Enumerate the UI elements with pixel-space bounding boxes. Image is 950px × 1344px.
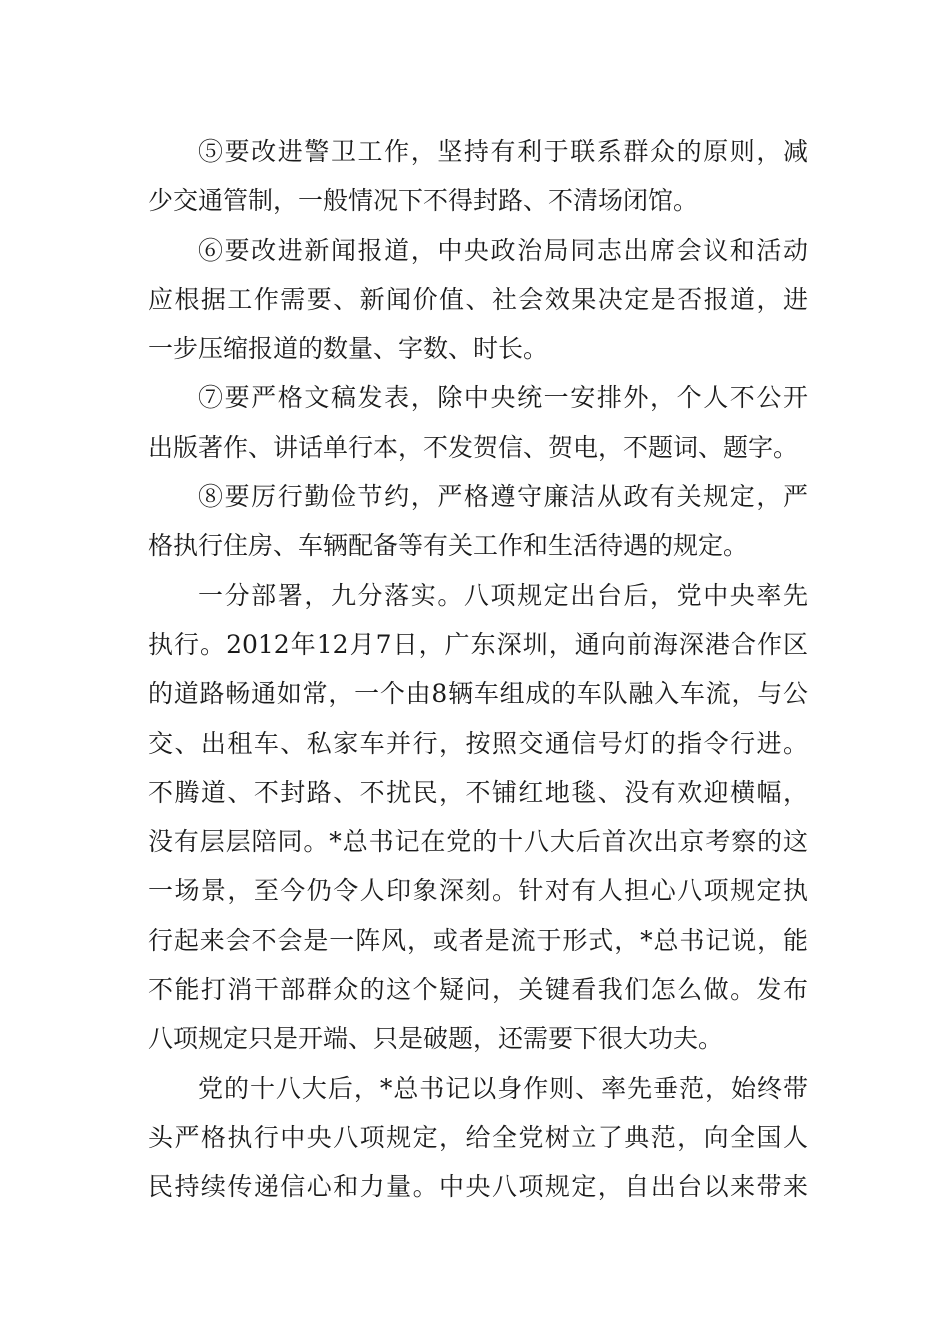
- paragraph-leadership: [148, 1064, 808, 1212]
- text-line: 民持续传递信心和力量。中央八项规定，自出台以来带来: [148, 1172, 808, 1202]
- paragraph-7: [148, 373, 808, 472]
- text-line: 出版著作、讲话单行本，不发贺信、贺电，不题词、题字。: [148, 432, 799, 462]
- text-line: ⑥要改进新闻报道，中央政治局同志出席会议和活动: [198, 235, 808, 265]
- text-line: 党的十八大后，*总书记以身作则、率先垂范，始终带: [198, 1073, 808, 1103]
- text-line: ⑤要改进警卫工作，坚持有利于联系群众的原则，减: [198, 137, 808, 166]
- text-line: 应根据工作需要、新闻价值、社会效果决定是否报道，进: [148, 284, 808, 314]
- text-line: 行起来会不会是一阵风，或者是流于形式，*总书记说，能: [148, 925, 808, 955]
- text-line: 交、出租车、私家车并行，按照交通信号灯的指令行进。: [148, 728, 808, 758]
- text-line: 没有层层陪同。*总书记在党的十八大后首次出京考察的这: [148, 827, 808, 857]
- paragraph-5: [148, 127, 808, 226]
- text-line: 格执行住房、车辆配备等有关工作和生活待遇的规定。: [148, 531, 749, 561]
- text-line: 八项规定只是开端、只是破题，还需要下很大功夫。: [148, 1024, 724, 1054]
- text-line: 执行。2012年12月7日，广东深圳，通向前海深港合作区: [148, 629, 808, 659]
- text-line: 的道路畅通如常，一个由8辆车组成的车队融入车流，与公: [148, 679, 808, 709]
- text-line: ⑧要厉行勤俭节约，严格遵守廉洁从政有关规定，严: [198, 482, 808, 512]
- paragraph-6: [148, 226, 808, 374]
- text-line: 头严格执行中央八项规定，给全党树立了典范，向全国人: [148, 1122, 808, 1152]
- text-line: ⑦要严格文稿发表，除中央统一安排外，个人不公开: [198, 383, 808, 413]
- text-line: 不能打消干部群众的这个疑问，关键看我们怎么做。发布: [148, 975, 808, 1005]
- text-line: 一步压缩报道的数量、字数、时长。: [148, 334, 549, 364]
- text-line: 一场景，至今仍令人印象深刻。针对有人担心八项规定执: [148, 876, 808, 906]
- text-line: 少交通管制，一般情况下不得封路、不清场闭馆。: [148, 186, 699, 216]
- text-line: 不腾道、不封路、不扰民，不铺红地毯、没有欢迎横幅，: [148, 777, 808, 807]
- paragraph-8: [148, 472, 808, 571]
- text-line: 一分部署，九分落实。八项规定出台后，党中央率先: [198, 580, 808, 610]
- document-body: [148, 127, 808, 1212]
- paragraph-implementation: [148, 571, 808, 1064]
